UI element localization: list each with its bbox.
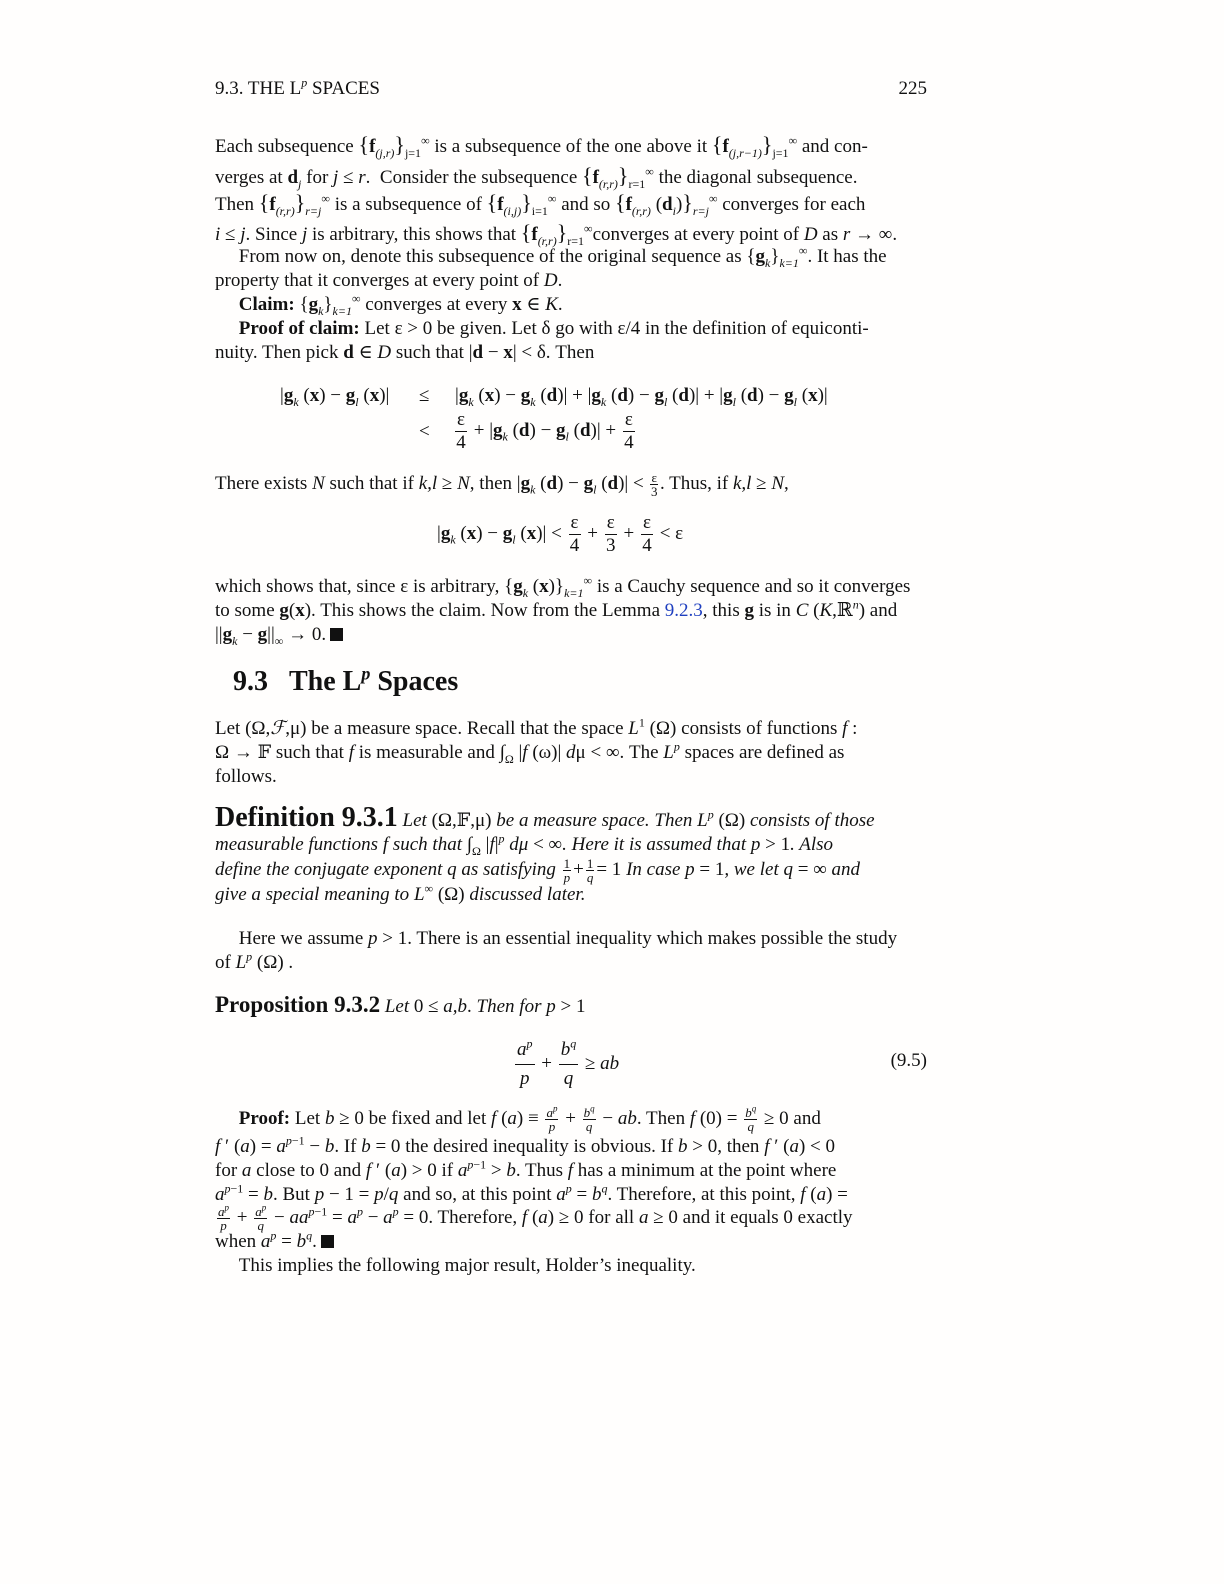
paragraph-line: Each subsequence $\{f_{(j,r)}\}_{j=1}^\infty$ is a subsequence of the one above it $\{f_{(j,r-1)}\}_{j=1}^\infty$ and con- xyxy=(215,132,868,160)
paragraph-line: Then $\{f_{(r,r)}\}_{r=j}^\infty$ is a subsequence of $\{f_{(i,j)}\}_{i=1}^\infty$ and so {$f_{(r,r)}$ $(d_i)\}_{r=j}^\infty$ converges for each xyxy=(215,190,866,218)
paragraph-line: There exists N such that if k,l ≥ N, then $|g_k$ $(d) - g_l$ (d)| < $\frac{\varepsilon}{3}$ . Thus, if k,l ≥ N, xyxy=(215,470,789,499)
paragraph-line: $||g_k - g||_\infty \to 0$. xyxy=(215,623,937,647)
header-left: 9.3. THE L xyxy=(215,78,302,99)
paragraph-line: to some g(x). This shows the claim. Now from the Lemma 9.2.3, this g is in C (K,ℝ$^n$) and xyxy=(215,597,898,621)
paragraph-line: verges at $d_j$ for j ≤ r. Consider the subsequence $\{f_{(r,r)}\}_{r=1}^\infty$ the diagonal subsequence. xyxy=(215,163,858,191)
definition: Definition 9.3.1 Let (Ω,𝔽,μ) be a measure space. Then $L^p$ (Ω) consists of those xyxy=(215,802,875,833)
paragraph-line: which shows that, since ε is arbitrary, {$g_k$ $(x)\}_{k=1}^\infty$ is a Cauchy sequence and so it converges xyxy=(215,573,911,600)
display-equation-1: $|g_k$ $(x) - g_l$ (x)| xyxy=(280,385,390,409)
lemma-link[interactable]: 9.2.3 xyxy=(664,600,703,621)
qed-square-icon xyxy=(330,628,343,641)
paragraph-line: Ω → 𝔽 such that f is measurable and $\int_\Omega$ |f (ω)| dμ < ∞. The $L^p$ spaces are defined as xyxy=(215,739,845,766)
running-header: 9.3. THE $L^p$ SPACES 225 xyxy=(215,75,927,99)
page-number: 225 xyxy=(898,78,927,99)
paragraph-line: property that it converges at every point of D. xyxy=(215,270,563,291)
proof-of-claim: Proof of claim: Let ε > 0 be given. Let δ go with ε/4 in the definition of equiconti- xyxy=(238,318,869,339)
proof: Proof: Let b ≥ 0 be fixed and let f (a) ≡ $\frac{a^p}{p}$ + $\frac{b^q}{q}$ − ab. Then f (0) = $\frac{b^q}{q}$ ≥ 0 and xyxy=(238,1103,821,1134)
section-heading: 9.3 The $L^p$ Spaces xyxy=(233,663,459,697)
paragraph-line: follows. xyxy=(215,766,277,787)
paragraph-line: Here we assume p > 1. There is an essential inequality which makes possible the study xyxy=(238,928,898,949)
claim: Claim: $\{g_k\}_{k=1}^\infty$ converges at every x ∈ K. xyxy=(238,291,563,318)
paragraph-line: From now on, denote this subsequence of the original sequence as $\{g_k\}_{k=1}^\infty$. It has the xyxy=(238,243,887,270)
equation-9-5: $\frac{a^p}{p}$ + $\frac{b^q}{q}$ ≥ ab xyxy=(517,1036,620,1089)
equation-label: (9.5) xyxy=(890,1050,927,1071)
proposition: Proposition 9.3.2 Let 0 ≤ a,b. Then for p > 1 xyxy=(215,992,586,1017)
display-equation-2: $|g_k$ $(x) - g_l$ (x)| < $\frac{\varepsilon}{4}$ + $\frac{\varepsilon}{3}$ + $\frac{\varepsilon}{4}$ < ε xyxy=(437,512,684,556)
paragraph-line: Let (Ω,ℱ,μ) be a measure space. Recall that the space $L^1$ (Ω) consists of functions f : xyxy=(215,715,858,739)
paragraph-line: i ≤ j. Since j is arbitrary, this shows that $\{f_{(r,r)}\}_{r=1}^\infty converges$ at every point of D as r → ∞. xyxy=(215,220,898,248)
paragraph-line: of $L^p$ (Ω) . xyxy=(215,949,294,973)
qed-square-icon xyxy=(321,1235,334,1248)
closing-paragraph: This implies the following major result, Holder’s inequality. xyxy=(238,1255,696,1276)
paragraph-line: nuity. Then pick d ∈ D such that |d − x| < δ. Then xyxy=(215,342,595,363)
